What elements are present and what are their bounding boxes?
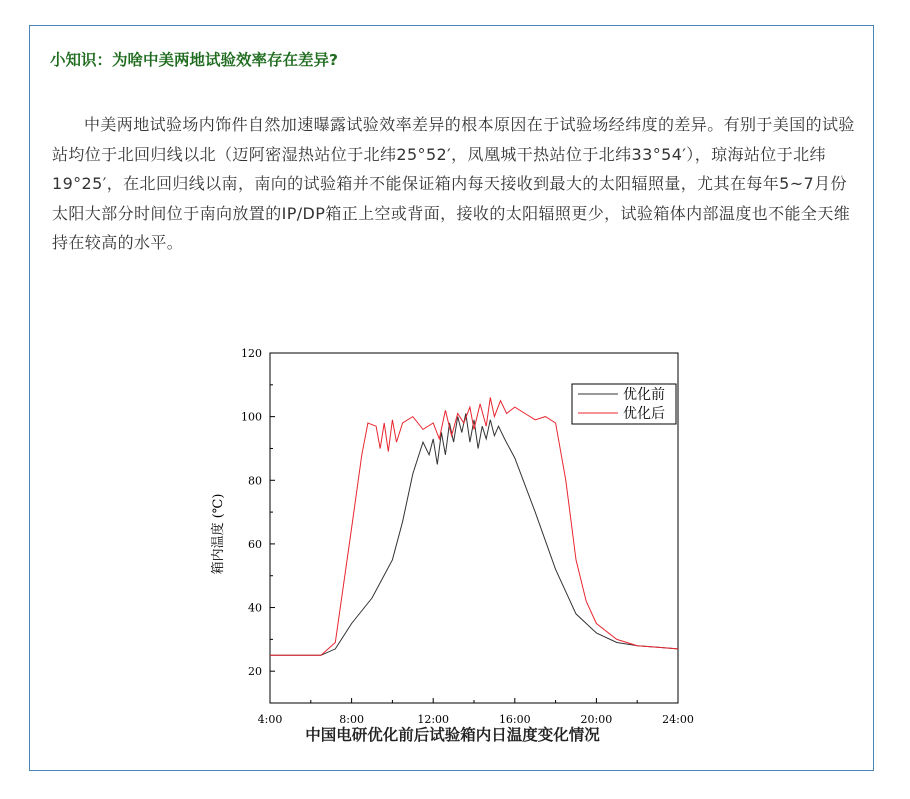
y-tick-label: 80 [248,474,262,488]
x-tick-label: 4:00 [257,713,283,726]
legend-label-before: 优化前 [623,387,665,403]
series-line-after [270,398,678,656]
x-tick-label: 24:00 [662,713,694,726]
temperature-chart [198,344,718,748]
article-card [29,25,874,771]
x-tick-label: 20:00 [580,713,613,726]
chart-svg [198,344,718,748]
x-tick-label: 12:00 [417,713,450,726]
x-tick-label: 8:00 [339,713,364,726]
series-line-before [270,414,678,656]
y-tick-label: 40 [248,601,262,615]
article-paragraph: 中美两地试验场内饰件自然加速曝露试验效率差异的根本原因在于试验场经纬度的差异。有别于美国的试验站均位于北回归线以北（迈阿密湿热站位于北纬25°52′，凤凰城干热站位于北纬33°54′），琼海站位于北纬19°25′，在北回归线以南，南向的试验箱并不能保证箱内每天接收到最大的太阳辐照量，尤其在每年5~7月份太阳大部分时间位于南向放置的IP/DP箱正上空或背面，接收的太阳辐照更少，试验箱体内部温度也不能全天维持在较高的水平。 [52,115,855,252]
legend-label-after: 优化后 [623,406,665,422]
y-tick-label: 60 [248,537,262,551]
y-tick-label: 100 [241,410,262,424]
chart-caption: 中国电研优化前后试验箱内日温度变化情况 [305,726,600,744]
y-axis-label: 箱内温度 (℃) [211,493,226,575]
article-heading: 小知识：为啥中美两地试验效率存在差异? [50,51,338,69]
y-tick-label: 20 [248,665,262,679]
x-tick-label: 16:00 [498,713,531,726]
y-tick-label: 120 [241,347,262,360]
legend [572,384,676,424]
